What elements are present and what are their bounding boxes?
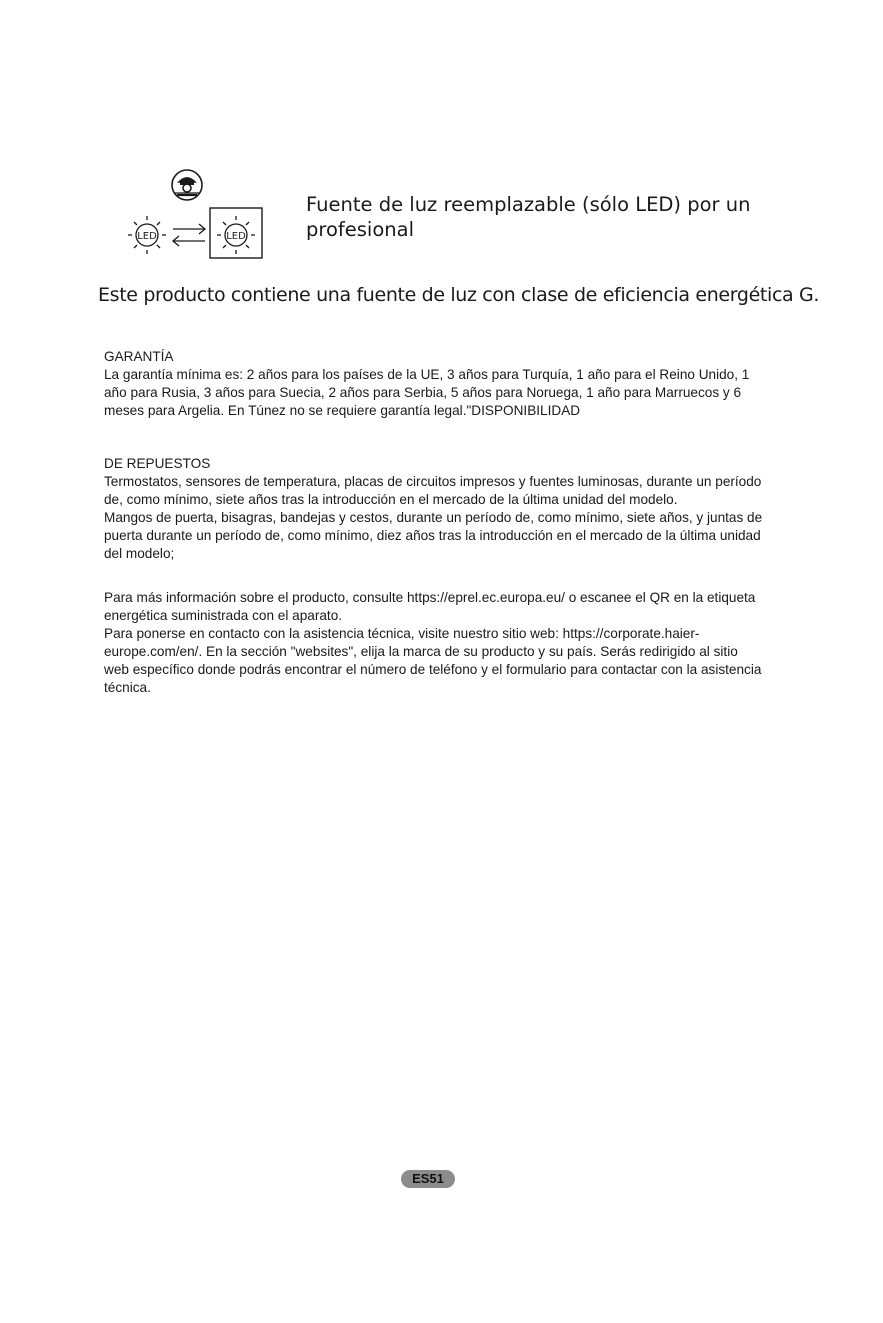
warranty-section [104,348,764,420]
product-info-paragraph: Para más información sobre el producto, consulte https://eprel.ec.europa.eu/ o escanee el QR en la etiqueta energética suministrada con el aparato. [104,590,756,623]
spare-parts-paragraph-1: Termostatos, sensores de temperatura, placas de circuitos impresos y fuentes luminosas, durante un período de, como mínimo, siete años tras la introducción en el mercado de la última unidad del modelo. [104,474,762,507]
product-info-section [104,589,764,697]
support-contact-paragraph: Para ponerse en contacto con la asistencia técnica, visite nuestro sitio web: https://corporate.haier-europe.com/en/. En la sección "websites", elija la marca de su producto y su país. Serás redirigido al sitio web específico donde podrás encontrar el número de teléfono y el formulario para contactar con la asistencia técnica. [104,626,762,695]
energy-class-statement: Este producto contiene una fuente de luz con clase de eficiencia energética G. [98,284,820,306]
led-label-right: LED [226,231,246,242]
replaceable-led-professional-icon [115,168,265,260]
spare-parts-section [104,455,764,563]
page-number-badge: ES51 [401,1170,455,1188]
swap-arrows-icon [173,224,205,246]
technician-icon [172,170,202,200]
led-label-left: LED [137,231,157,242]
spare-parts-paragraph-2: Mangos de puerta, bisagras, bandejas y cestos, durante un período de, como mínimo, siete años, y juntas de puerta durante un período de, como mínimo, diez años tras la introducción en el mercado de la última unidad del modelo; [104,510,763,561]
warranty-text: La garantía mínima es: 2 años para los países de la UE, 3 años para Turquía, 1 año para el Reino Unido, 1 año para Rusia, 3 años para Suecia, 2 años para Serbia, 5 años para Noruega, 1 año para Marruecos y 6 meses para Argelia. En Túnez no se requiere garantía legal."DISPONIBILIDAD [104,367,750,418]
spare-parts-heading: DE REPUESTOS [104,456,211,471]
led-caption: Fuente de luz reemplazable (sólo LED) por un profesional [306,193,751,241]
warranty-heading: GARANTÍA [104,349,174,364]
